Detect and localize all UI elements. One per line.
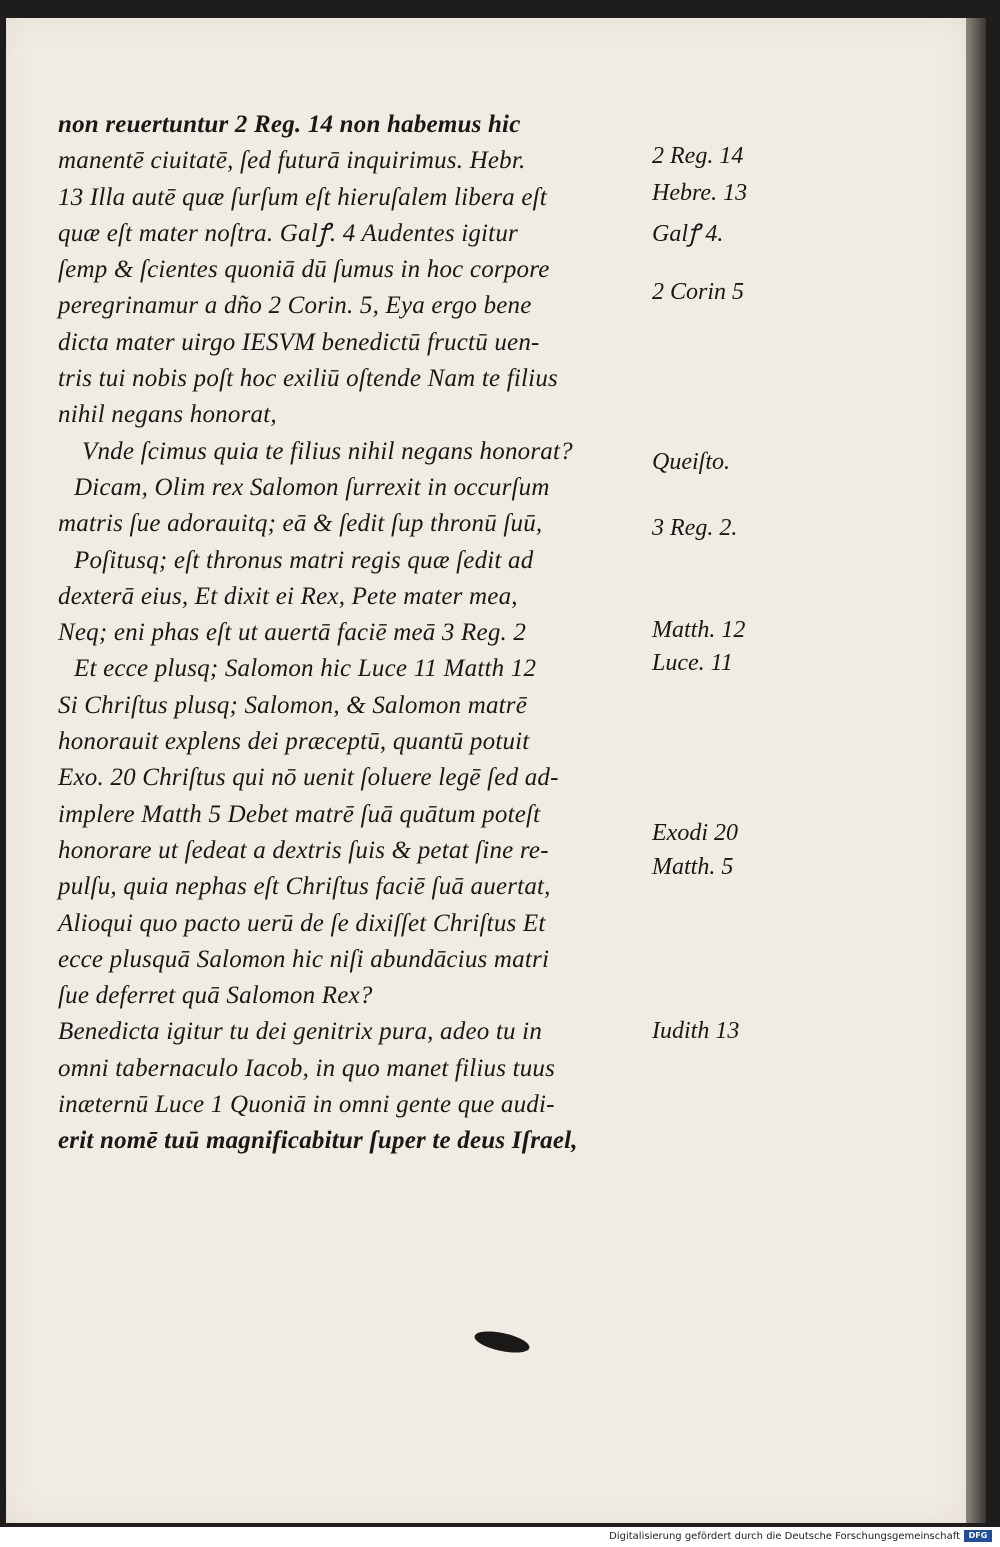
text-line: nihil negans honorat,	[58, 401, 277, 429]
text-line: dicta mater uirgo IESVM benedictū fructū uen-	[58, 328, 540, 356]
text-line: Alioqui quo pacto uerū de ſe dixiſſet Chriſtus Et	[58, 909, 546, 937]
margin-note: Galꝭ 4.	[652, 221, 724, 247]
text-line: Exo. 20 Chriſtus qui nō uenit ſoluere legē ſed ad-	[58, 764, 559, 792]
margin-note: Queiſto.	[652, 449, 730, 475]
text-line: honorare ut ſedeat a dextris ſuis & petat ſine re-	[58, 836, 549, 864]
text-line: Benedicta igitur tu dei genitrix pura, adeo tu in	[58, 1018, 543, 1046]
footer-credit: Digitalisierung gefördert durch die Deutsche Forschungsgemeinschaft	[609, 1531, 960, 1542]
text-line: dexterā eius, Et dixit ei Rex, Pete mater mea,	[58, 582, 518, 610]
text-line: erit nomē tuū magnificabitur ſuper te deus Iſrael,	[58, 1127, 578, 1155]
text-line: ecce plusquā Salomon hic niſi abundācius matri	[58, 945, 550, 973]
margin-note: 2 Reg. 14	[652, 143, 744, 169]
margin-note: 2 Corin 5	[652, 279, 745, 305]
text-line: omni tabernaculo Iacob, in quo manet filius tuus	[58, 1054, 556, 1082]
margin-note: Exodi 20	[652, 820, 738, 846]
margin-note: Luce. 11	[652, 650, 733, 676]
text-line: ſue deferret quā Salomon Rex?	[58, 982, 373, 1010]
text-line: ſemp & ſcientes quoniā dū ſumus in hoc corpore	[58, 256, 550, 284]
margin-note: Matth. 12	[652, 617, 746, 643]
text-line: quæ eſt mater noſtra. Galꝭ. 4 Audentes igitur	[58, 219, 518, 247]
margin-note: 3 Reg. 2.	[652, 515, 738, 541]
text-line: Neq; eni phas eſt ut auertā faciē meā 3 Reg. 2	[58, 619, 527, 647]
text-line: pulſu, quia nephas eſt Chriſtus faciē ſuā auertat,	[58, 873, 551, 901]
text-line: tris tui nobis poſt hoc exiliū oſtende Nam te filius	[58, 365, 558, 393]
text-line: Vnde ſcimus quia te filius nihil negans honorat?	[82, 437, 573, 465]
margin-note: Hebre. 13	[652, 180, 748, 206]
text-line: inæternū Luce 1 Quoniā in omni gente que audi-	[58, 1091, 555, 1119]
text-line: manentē ciuitatē, ſed futurā inquirimus. Hebr.	[58, 147, 526, 175]
page-edge	[966, 18, 986, 1523]
text-line: honorauit explens dei præceptū, quantū potuit	[58, 728, 530, 756]
margin-note: Matth. 5	[652, 854, 734, 880]
text-line: non reuertuntur 2 Reg. 14 non habemus hic	[58, 111, 521, 138]
page-body-text	[58, 107, 648, 1160]
margin-note: Iudith 13	[652, 1018, 740, 1044]
dfg-logo-icon: DFG	[964, 1530, 992, 1542]
text-line: peregrinamur a dño 2 Corin. 5, Eya ergo bene	[58, 292, 532, 320]
text-line: Si Chriſtus plusq; Salomon, & Salomon matrē	[58, 691, 528, 719]
text-line: Dicam, Olim rex Salomon ſurrexit in occurſum	[74, 473, 550, 501]
text-line: Poſitusq; eſt thronus matri regis quæ ſedit ad	[74, 546, 534, 574]
text-line: Et ecce plusq; Salomon hic Luce 11 Matth 12	[74, 655, 537, 683]
text-line: 13 Illa autē quæ ſurſum eſt hieruſalem libera eſt	[58, 183, 547, 211]
text-line: implere Matth 5 Debet matrē ſuā quātum poteſt	[58, 800, 541, 828]
text-line: matris ſue adorauitq; eā & ſedit ſup thronū ſuū,	[58, 510, 543, 538]
